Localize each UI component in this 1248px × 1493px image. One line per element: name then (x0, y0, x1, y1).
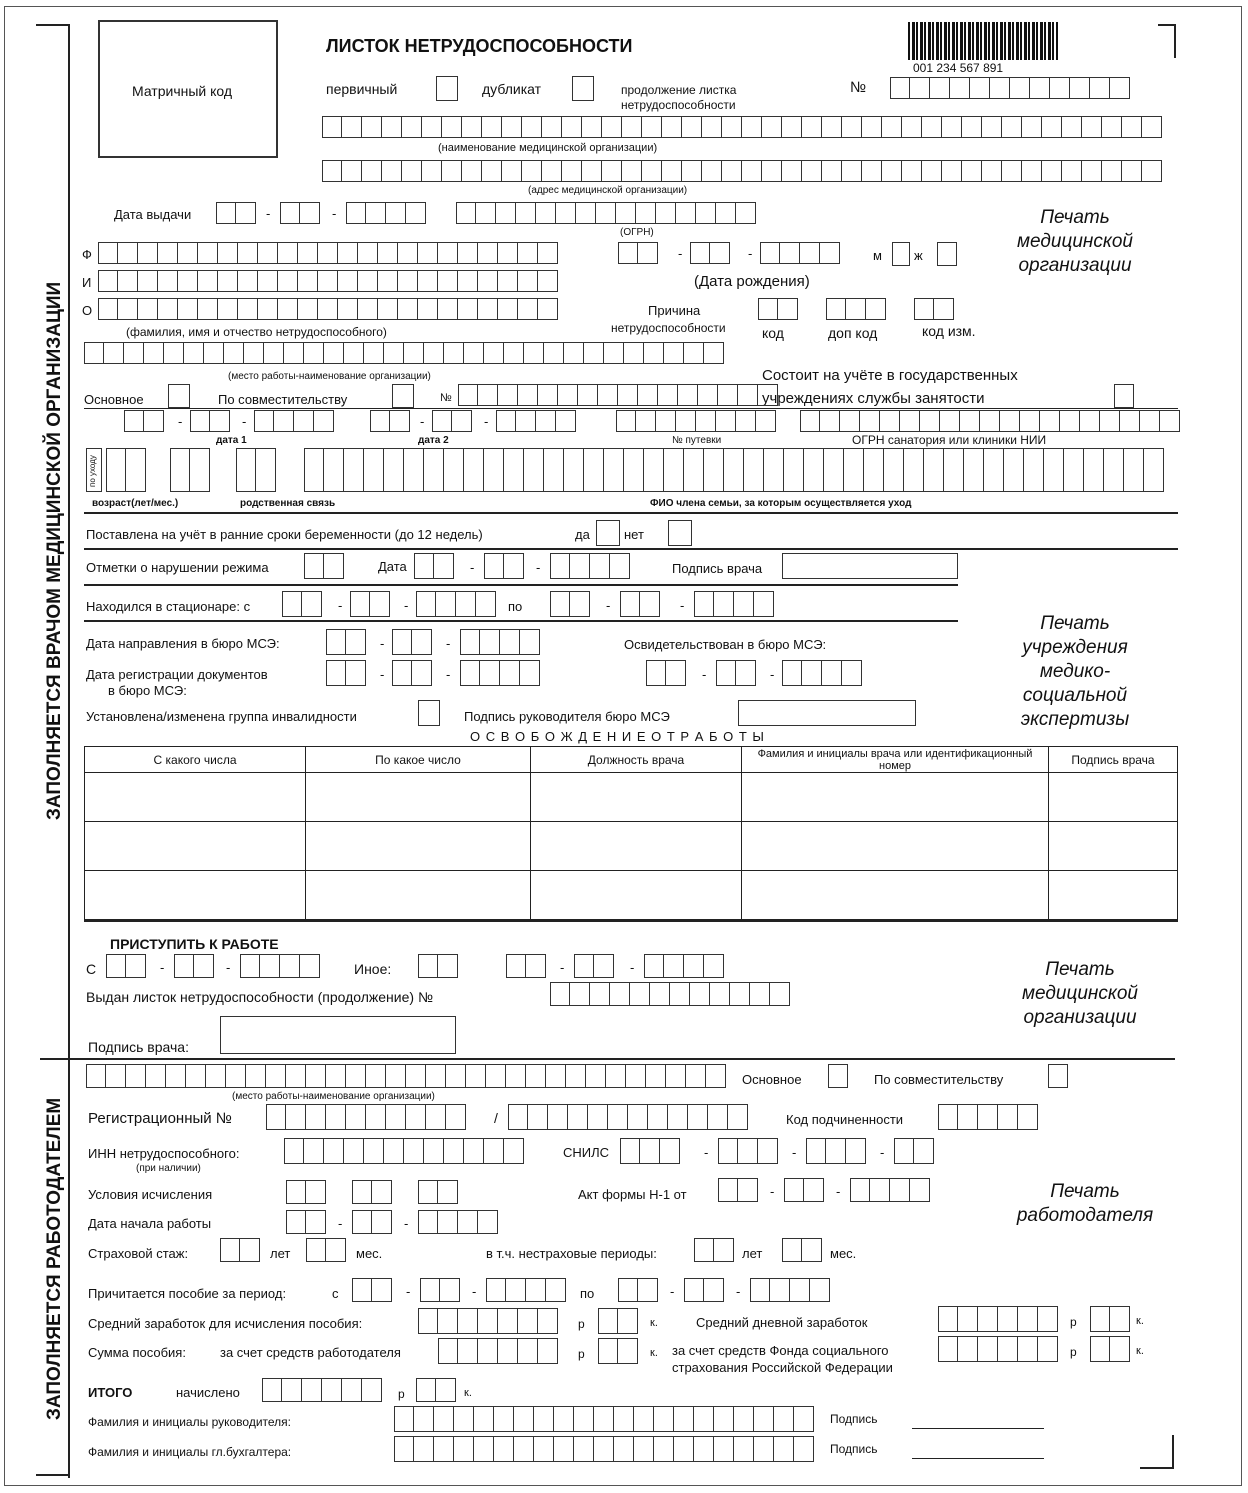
fss-label-2: страхования Российской Федерации (672, 1360, 893, 1375)
workplace-caption: (место работы-наименование организации) (228, 371, 431, 382)
birth-date-caption: (Дата рождения) (694, 273, 810, 290)
ogrn-field[interactable] (456, 202, 756, 224)
insurance-exp-label: Страховой стаж: (88, 1246, 189, 1261)
violation-month-field[interactable] (484, 553, 524, 579)
no-label: нет (624, 527, 644, 542)
number-sign: № (850, 79, 867, 96)
non-insurance-months-label: мес. (830, 1246, 857, 1261)
avg-daily-rub-field[interactable] (938, 1306, 1058, 1332)
section-bracket-employer (68, 1058, 70, 1478)
release-row[interactable] (85, 773, 1178, 822)
release-title: О С В О Б О Ж Д Е Н И Е О Т Р А Б О Т Ы (470, 729, 765, 744)
avg-earnings-label: Средний заработок для исчисления пособия: (88, 1316, 363, 1331)
release-header-doctor-name: Фамилия и инициалы врача или идентификационный номер (742, 747, 1049, 773)
extra-code-caption: доп код (828, 325, 878, 341)
employer-part-time-checkbox[interactable] (1048, 1064, 1068, 1088)
avg-earnings-rub-label: р (578, 1317, 585, 1331)
name-field[interactable] (98, 270, 558, 292)
calc-conditions-field-3[interactable] (418, 1180, 458, 1204)
patronymic-field[interactable] (98, 298, 558, 320)
female-label: ж (914, 248, 923, 263)
date2-year-field[interactable] (496, 410, 576, 432)
corner-mark (1172, 1435, 1174, 1469)
hospital-label: Находился в стационаре: с (86, 599, 251, 614)
avg-daily-kop-field[interactable] (1090, 1306, 1130, 1332)
ogrn-caption: (ОГРН) (620, 227, 654, 238)
mse-head-signature-label: Подпись руководителя бюро МСЭ (464, 709, 670, 724)
other-year-field[interactable] (644, 954, 724, 978)
benefit-to-label: по (580, 1286, 595, 1301)
date1-caption: дата 1 (216, 435, 247, 446)
stamp-mse: Печать учреждения медико-социальной экспертизы (1020, 613, 1130, 730)
hospital-from-month-field[interactable] (350, 591, 390, 617)
o-label: О (82, 303, 93, 318)
hospital-from-day-field[interactable] (282, 591, 322, 617)
act-h1-month-field[interactable] (784, 1178, 824, 1202)
insurance-months-label: мес. (356, 1246, 383, 1261)
total-rub-field[interactable] (262, 1378, 382, 1402)
calc-conditions-field-1[interactable] (286, 1180, 326, 1204)
continuation-number-field[interactable] (550, 982, 790, 1006)
fss-kop-label: к. (1136, 1345, 1144, 1357)
other-code-field[interactable] (418, 954, 458, 978)
inn-field[interactable] (284, 1138, 524, 1164)
male-label: м (873, 248, 882, 263)
change-code-caption: код изм. (922, 323, 976, 339)
insurance-years-label: лет (270, 1246, 291, 1261)
main-sheet-number-field[interactable] (458, 384, 778, 406)
total-rub-label: р (398, 1387, 405, 1401)
mse-referral-month-field[interactable] (392, 629, 432, 655)
employment-service-label: Состоит на учёте в государственных (762, 367, 1018, 384)
insurance-months-field[interactable] (306, 1238, 346, 1262)
family-fio-caption: ФИО члена семьи, за которым осуществляется уход (650, 498, 912, 509)
mse-exam-year-field[interactable] (782, 660, 862, 686)
employment-service-label-2: учреждениях службы занятости (762, 390, 985, 407)
release-header-signature: Подпись врача (1049, 747, 1178, 773)
benefit-to-month-field[interactable] (684, 1278, 724, 1302)
avg-daily-label: Средний дневной заработок (696, 1315, 868, 1330)
non-insurance-years-field[interactable] (694, 1238, 734, 1262)
total-kop-label: к. (464, 1387, 472, 1399)
birth-month-field[interactable] (690, 242, 730, 264)
disability-group-field[interactable] (418, 700, 440, 726)
avg-earnings-rub-field[interactable] (418, 1308, 558, 1334)
accountant-signature-label: Подпись (830, 1442, 878, 1456)
total-kop-field[interactable] (416, 1378, 456, 1402)
corner-mark (1140, 1467, 1174, 1469)
divider (84, 548, 1178, 550)
continuation-label: продолжение листка (621, 83, 737, 97)
issue-year-field[interactable] (346, 202, 426, 224)
relation-field[interactable] (236, 448, 276, 492)
pregnancy-label: Поставлена на учёт в ранние сроки беременности (до 12 недель) (86, 527, 483, 542)
calc-conditions-label: Условия исчисления (88, 1187, 213, 1202)
benefit-to-year-field[interactable] (750, 1278, 830, 1302)
mse-head-signature-field[interactable] (738, 700, 916, 726)
return-doctor-signature-field[interactable] (220, 1016, 456, 1054)
benefit-sum-label: Сумма пособия: (88, 1345, 186, 1360)
voucher-number-field[interactable] (616, 410, 776, 432)
date2-caption: дата 2 (418, 435, 449, 446)
relation-caption: родственная связь (240, 498, 336, 509)
corner-mark (36, 1474, 70, 1476)
return-doctor-signature-label: Подпись врача: (88, 1039, 189, 1055)
employer-funds-rub-field[interactable] (438, 1338, 558, 1364)
employer-part-time-label: По совместительству (874, 1072, 1004, 1087)
continuation-issued-label: Выдан листок нетрудоспособности (продолжение) № (86, 989, 433, 1005)
divider (84, 512, 1178, 514)
benefit-from-day-field[interactable] (352, 1278, 392, 1302)
main-job-checkbox[interactable] (168, 384, 190, 408)
fss-rub-field[interactable] (938, 1336, 1058, 1362)
fss-label: за счет средств Фонда социального (672, 1343, 889, 1358)
violation-signature-label: Подпись врача (672, 561, 763, 576)
other-label: Иное: (354, 961, 392, 977)
release-header-from: С какого числа (85, 747, 306, 773)
accountant-signature-line[interactable] (912, 1458, 1044, 1459)
matrix-code-box (98, 20, 278, 158)
non-insurance-years-label: лет (742, 1246, 763, 1261)
continuation-label-2: нетрудоспособности (621, 98, 736, 112)
employment-service-checkbox[interactable] (1114, 384, 1134, 408)
side-label-doctor: ЗАПОЛНЯЕТСЯ ВРАЧОМ МЕДИЦИНСКОЙ ОРГАНИЗАЦИИ (44, 281, 65, 820)
pregnancy-no-checkbox[interactable] (668, 520, 692, 546)
mse-registration-label-2: в бюро МСЭ: (108, 683, 187, 698)
matrix-code-label: Матричный код (132, 83, 233, 99)
employer-main-job-label: Основное (742, 1072, 802, 1087)
act-h1-label: Акт формы Н-1 от (578, 1187, 687, 1202)
date2-day-field[interactable] (370, 410, 410, 432)
start-month-field[interactable] (352, 1210, 392, 1234)
mse-referral-day-field[interactable] (326, 629, 366, 655)
mse-reg-month-field[interactable] (392, 660, 432, 686)
employer-funds-label: за счет средств работодателя (220, 1345, 401, 1360)
employer-funds-rub-label: р (578, 1347, 585, 1361)
disability-group-label: Установлена/изменена группа инвалидности (86, 709, 357, 724)
med-org-address-caption: (адрес медицинской организации) (528, 185, 688, 196)
care-label: по уходу (88, 455, 97, 487)
total-label: ИТОГО (88, 1385, 133, 1400)
duplicate-checkbox[interactable] (572, 76, 594, 101)
employer-workplace-field[interactable] (86, 1064, 726, 1088)
sanatorium-ogrn-field[interactable] (800, 410, 1180, 432)
part-time-checkbox[interactable] (392, 384, 414, 408)
avg-earnings-kop-field[interactable] (598, 1308, 638, 1334)
mse-reg-day-field[interactable] (326, 660, 366, 686)
age-field[interactable] (106, 448, 146, 492)
fss-kop-field[interactable] (1090, 1336, 1130, 1362)
release-header-position: Должность врача (531, 747, 742, 773)
act-h1-day-field[interactable] (718, 1178, 758, 1202)
return-work-title: ПРИСТУПИТЬ К РАБОТЕ (110, 936, 279, 952)
med-org-name-field[interactable] (322, 116, 1162, 138)
sanatorium-caption: ОГРН санатория или клиники НИИ (852, 433, 1047, 447)
subord-code-label: Код подчиненности (786, 1112, 904, 1127)
divider (84, 408, 1178, 409)
avg-earnings-kop-label: к. (650, 1317, 658, 1329)
med-org-name-caption: (наименование медицинской организации) (438, 142, 658, 154)
snils-field-4[interactable] (894, 1138, 934, 1164)
main-job-label: Основное (84, 392, 144, 407)
violation-signature-field[interactable] (782, 553, 958, 579)
employer-workplace-caption: (место работы-наименование организации) (232, 1091, 435, 1102)
accountant-name-label: Фамилия и инициалы гл.бухгалтера: (88, 1445, 292, 1459)
male-checkbox[interactable] (892, 242, 910, 266)
stamp-med-org-2: Печать медицинской организации (1022, 959, 1138, 1028)
accountant-name-field[interactable] (394, 1436, 814, 1462)
issue-day-field[interactable] (216, 202, 256, 224)
workplace-field[interactable] (84, 342, 724, 364)
i-label: И (82, 275, 92, 290)
care-label-box (86, 448, 102, 492)
date1-day-field[interactable] (124, 410, 164, 432)
divider (84, 584, 958, 586)
fio-caption: (фамилия, имя и отчество нетрудоспособного) (126, 325, 387, 339)
violation-date-label: Дата (378, 559, 407, 574)
reg-no-label: Регистрационный № (88, 1110, 232, 1127)
age-months-field[interactable] (170, 448, 210, 492)
mse-reg-year-field[interactable] (460, 660, 540, 686)
form-title: ЛИСТОК НЕТРУДОСПОСОБНОСТИ (326, 36, 633, 56)
release-row[interactable] (85, 822, 1178, 871)
stamp-employer: Печать работодателя (1016, 1181, 1154, 1226)
mse-examined-label: Освидетельствован в бюро МСЭ: (624, 637, 827, 652)
other-day-field[interactable] (506, 954, 546, 978)
release-table (84, 746, 1178, 920)
section-divider (40, 1058, 1175, 1060)
inn-label: ИНН нетрудоспособного: (88, 1146, 240, 1161)
issue-month-field[interactable] (280, 202, 320, 224)
reg-no-field-2[interactable] (508, 1104, 748, 1130)
avg-daily-kop-label: к. (1136, 1315, 1144, 1327)
calc-conditions-field-2[interactable] (352, 1180, 392, 1204)
primary-label: первичный (326, 81, 398, 97)
voucher-caption: № путевки (672, 435, 722, 446)
avg-daily-rub-label: р (1070, 1315, 1077, 1329)
barcode-icon (908, 22, 1058, 60)
benefit-period-label: Причитается пособие за период: (88, 1286, 287, 1301)
date1-year-field[interactable] (254, 410, 334, 432)
fss-rub-label: р (1070, 1345, 1077, 1359)
employer-funds-kop-label: к. (650, 1347, 658, 1359)
sheet-number-field[interactable] (890, 77, 1130, 99)
reg-no-slash: / (494, 1110, 498, 1126)
benefit-to-day-field[interactable] (618, 1278, 658, 1302)
reason-code-field[interactable] (758, 298, 798, 320)
subord-code-field[interactable] (938, 1104, 1038, 1130)
employer-funds-kop-field[interactable] (598, 1338, 638, 1364)
return-day-field[interactable] (106, 954, 146, 978)
return-from-label: С (86, 961, 97, 977)
accrued-label: начислено (176, 1385, 240, 1400)
surname-field[interactable] (98, 242, 558, 264)
release-header-to: По какое число (306, 747, 531, 773)
side-label-employer: ЗАПОЛНЯЕТСЯ РАБОТОДАТЕЛЕМ (44, 1097, 65, 1420)
duplicate-label: дубликат (482, 81, 542, 97)
snils-field-2[interactable] (718, 1138, 778, 1164)
head-name-label: Фамилия и инициалы руководителя: (88, 1415, 291, 1429)
start-date-label: Дата начала работы (88, 1216, 212, 1231)
act-h1-year-field[interactable] (850, 1178, 930, 1202)
violation-day-field[interactable] (414, 553, 454, 579)
reason-extra-code-field[interactable] (826, 298, 886, 320)
reason-label: Причина (648, 303, 701, 318)
violation-year-field[interactable] (550, 553, 630, 579)
issue-date-label: Дата выдачи (114, 207, 192, 222)
inn-note: (при наличии) (136, 1163, 201, 1174)
mse-referral-year-field[interactable] (460, 629, 540, 655)
snils-field-3[interactable] (806, 1138, 866, 1164)
head-name-field[interactable] (394, 1406, 814, 1432)
non-insurance-label: в т.ч. нестраховые периоды: (486, 1246, 657, 1261)
head-signature-line[interactable] (912, 1428, 1044, 1429)
snils-label: СНИЛС (563, 1145, 610, 1160)
female-checkbox[interactable] (937, 242, 957, 266)
birth-year-field[interactable] (760, 242, 840, 264)
primary-checkbox[interactable] (436, 76, 458, 101)
mse-exam-day-field[interactable] (646, 660, 686, 686)
return-year-field[interactable] (240, 954, 320, 978)
divider (84, 620, 958, 622)
employer-main-job-checkbox[interactable] (828, 1064, 848, 1088)
mse-referral-label: Дата направления в бюро МСЭ: (86, 636, 280, 651)
birth-day-field[interactable] (618, 242, 658, 264)
f-label: Ф (82, 247, 92, 262)
date1-month-field[interactable] (190, 410, 230, 432)
code-caption: код (762, 325, 784, 341)
non-insurance-months-field[interactable] (782, 1238, 822, 1262)
hospital-to-label: по (508, 599, 523, 614)
benefit-from-year-field[interactable] (486, 1278, 566, 1302)
release-row[interactable] (85, 871, 1178, 920)
date2-month-field[interactable] (432, 410, 472, 432)
benefit-from-label: с (332, 1286, 339, 1301)
violation-code-field[interactable] (304, 553, 344, 579)
part-time-label: По совместительству (218, 392, 348, 407)
mse-exam-month-field[interactable] (716, 660, 756, 686)
start-day-field[interactable] (286, 1210, 326, 1234)
hospital-to-month-field[interactable] (620, 591, 660, 617)
snils-field-1[interactable] (620, 1138, 680, 1164)
violation-label: Отметки о нарушении режима (86, 560, 269, 575)
barcode-number: 001 234 567 891 (913, 61, 1004, 75)
main-sheet-no-label: № (440, 392, 452, 404)
hospital-to-day-field[interactable] (550, 591, 590, 617)
stamp-med-org-1: Печать медицинской организации (1017, 207, 1133, 276)
corner-mark (1174, 24, 1176, 58)
insurance-years-field[interactable] (220, 1238, 260, 1262)
reason-change-code-field[interactable] (914, 298, 954, 320)
reg-no-field-1[interactable] (266, 1104, 466, 1130)
reason-label-2: нетрудоспособности (611, 321, 726, 335)
section-bracket-doctor (68, 24, 70, 1064)
divider (84, 920, 1178, 922)
hospital-from-year-field[interactable] (416, 591, 496, 617)
benefit-from-month-field[interactable] (420, 1278, 460, 1302)
start-year-field[interactable] (418, 1210, 498, 1234)
corner-mark (36, 24, 70, 26)
mse-registration-label: Дата регистрации документов (86, 667, 268, 682)
family-member-fio-field[interactable] (304, 448, 1164, 492)
pregnancy-yes-checkbox[interactable] (596, 520, 620, 546)
other-month-field[interactable] (574, 954, 614, 978)
age-caption: возраст(лет/мес.) (92, 498, 179, 509)
yes-label: да (575, 527, 590, 542)
return-month-field[interactable] (174, 954, 214, 978)
head-signature-label: Подпись (830, 1412, 878, 1426)
med-org-address-field[interactable] (322, 160, 1162, 182)
hospital-to-year-field[interactable] (694, 591, 774, 617)
